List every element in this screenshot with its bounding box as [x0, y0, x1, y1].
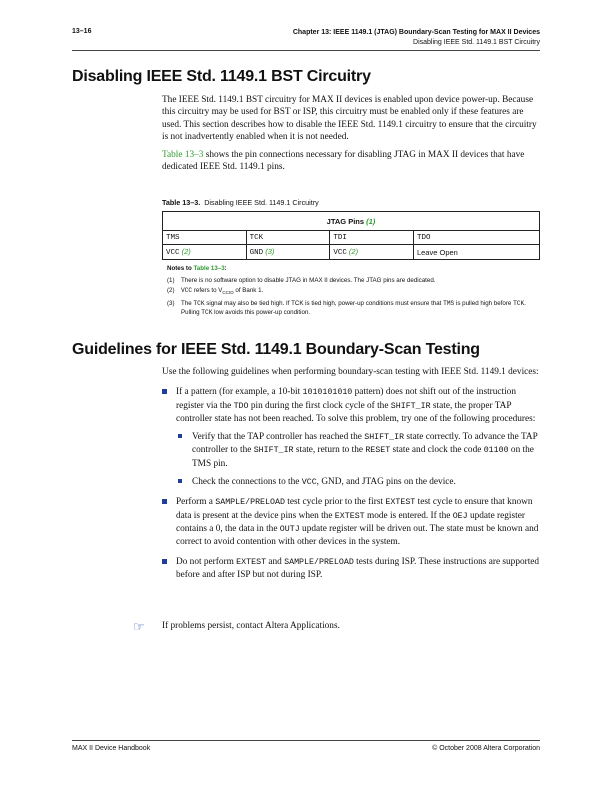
procedure-list	[176, 431, 540, 489]
table-cell: TDO	[413, 231, 539, 245]
bullet-icon	[162, 559, 167, 564]
bullet-icon	[162, 389, 167, 394]
note-link[interactable]: (3)	[265, 247, 275, 256]
section-heading-disabling: Disabling IEEE Std. 1149.1 BST Circuitry	[72, 68, 371, 85]
table-cell: VCC (2)	[330, 245, 414, 260]
running-header	[293, 28, 540, 48]
footer-copyright: © October 2008 Altera Corporation	[432, 745, 540, 752]
pointing-hand-icon: ☞	[133, 619, 145, 634]
paragraph: Table 13–3 shows the pin connections necessary for disabling JTAG in MAX II devices that have dedicated IEEE Std. 1149.1 pins.	[162, 150, 525, 173]
bullet-icon	[178, 434, 182, 438]
note-link[interactable]: (2)	[181, 247, 191, 256]
header-divider	[72, 50, 540, 51]
list-item: Verify that the TAP controller has reached the SHIFT_IR state correctly. To advance the TAP controller to the SHIFT_IR state, return to the RESET state and clock the code 01100 on the TMS pin.	[176, 431, 540, 470]
jtag-pins-table	[162, 211, 540, 260]
list-item: Check the connections to the VCC, GND, and JTAG pins on the device.	[176, 476, 540, 489]
paragraph: The IEEE Std. 1149.1 BST circuitry for MAX II devices is enabled upon device power-up. Because this circuitry may be used for BST or ISP, this circuitry must be enabled only if these features are used. This section describes how to disable the IEEE Std. 1149.1 circuitry to ensure that the circuitry is not inadvertently enabled when it is not needed.	[162, 95, 537, 142]
note-item: (1) There is no software option to disable JTAG in MAX II devices. The JTAG pins are dedicated.	[167, 276, 436, 284]
section-title: Disabling IEEE Std. 1149.1 BST Circuitry	[413, 39, 540, 46]
paragraph: Use the following guidelines when performing boundary-scan testing with IEEE Std. 1149.1 devices:	[162, 367, 539, 377]
table-cell: Leave Open	[413, 245, 539, 260]
footer-handbook: MAX II Device Handbook	[72, 745, 151, 752]
section2-body	[162, 366, 540, 588]
table-cell: GND (3)	[246, 245, 330, 260]
bullet-icon	[162, 499, 167, 504]
table-header: JTAG Pins (1)	[163, 212, 540, 231]
list-item: Do not perform EXTEST and SAMPLE/PRELOAD tests during ISP. These instructions are supported before and after ISP but not during ISP.	[162, 556, 540, 582]
tip-text: If problems persist, contact Altera Applications.	[162, 621, 340, 631]
page-number: 13–16	[72, 28, 92, 35]
note-item: (3) The TCK signal may also be tied high. If TCK is tied high, power-up conditions must ensure that TMS is pulled high before TCK. Pulling TCK low avoids this power-up condition.	[167, 300, 526, 316]
list-item: If a pattern (for example, a 10-bit 1010101010 pattern) does not shift out of the instruction register via the TDO pin during the first clock cycle of the SHIFT_IR state, the proper TAP controller state has not been reached. To solve this problem, try one of the following procedures: Verify that the TAP controller has reached the SHIFT_IR state correctly. To advance the TAP controller to the SHIFT_IR state, return to the RESET state and clock the code 01100 on the TMS pin. Check the connections to the VCC, GND, and JTAG pins on the device.	[162, 386, 540, 489]
table-link[interactable]: Table 13–3	[162, 150, 204, 161]
note-item: (2) VCC refers to $V_{CCIO}$ of Bank 1.	[167, 287, 264, 296]
table-link[interactable]: Table 13–3	[193, 265, 225, 272]
list-item: Perform a SAMPLE/PRELOAD test cycle prior to the first EXTEST test cycle to ensure that known data is present at the device pins when the EXTEST mode is entered. If the OEJ update register contains a 0, the data in the OUTJ update register will be driven out. The state must be known and correct to avoid contention with other devices in the system.	[162, 496, 540, 548]
table-row	[163, 231, 540, 245]
guideline-list	[162, 386, 540, 581]
section1-body	[162, 94, 540, 180]
table-cell: TMS	[163, 231, 247, 245]
section-heading-guidelines: Guidelines for IEEE Std. 1149.1 Boundary-Scan Testing	[72, 341, 480, 358]
table-cell: VCC (2)	[163, 245, 247, 260]
bullet-icon	[178, 479, 182, 483]
note-link[interactable]: (1)	[366, 216, 376, 226]
chapter-title: Chapter 13: IEEE 1149.1 (JTAG) Boundary-Scan Testing for MAX II Devices	[292, 29, 540, 36]
table-cell: TDI	[330, 231, 414, 245]
table-cell: TCK	[246, 231, 330, 245]
table-caption: Table 13–3. Disabling IEEE Std. 1149.1 Circuitry	[162, 198, 319, 207]
notes-title: Notes to Table 13–3:	[167, 265, 227, 272]
table-notes	[167, 265, 537, 319]
tip-note	[133, 619, 340, 635]
footer-divider	[72, 740, 540, 741]
table-row	[163, 245, 540, 260]
note-link[interactable]: (2)	[348, 247, 359, 256]
